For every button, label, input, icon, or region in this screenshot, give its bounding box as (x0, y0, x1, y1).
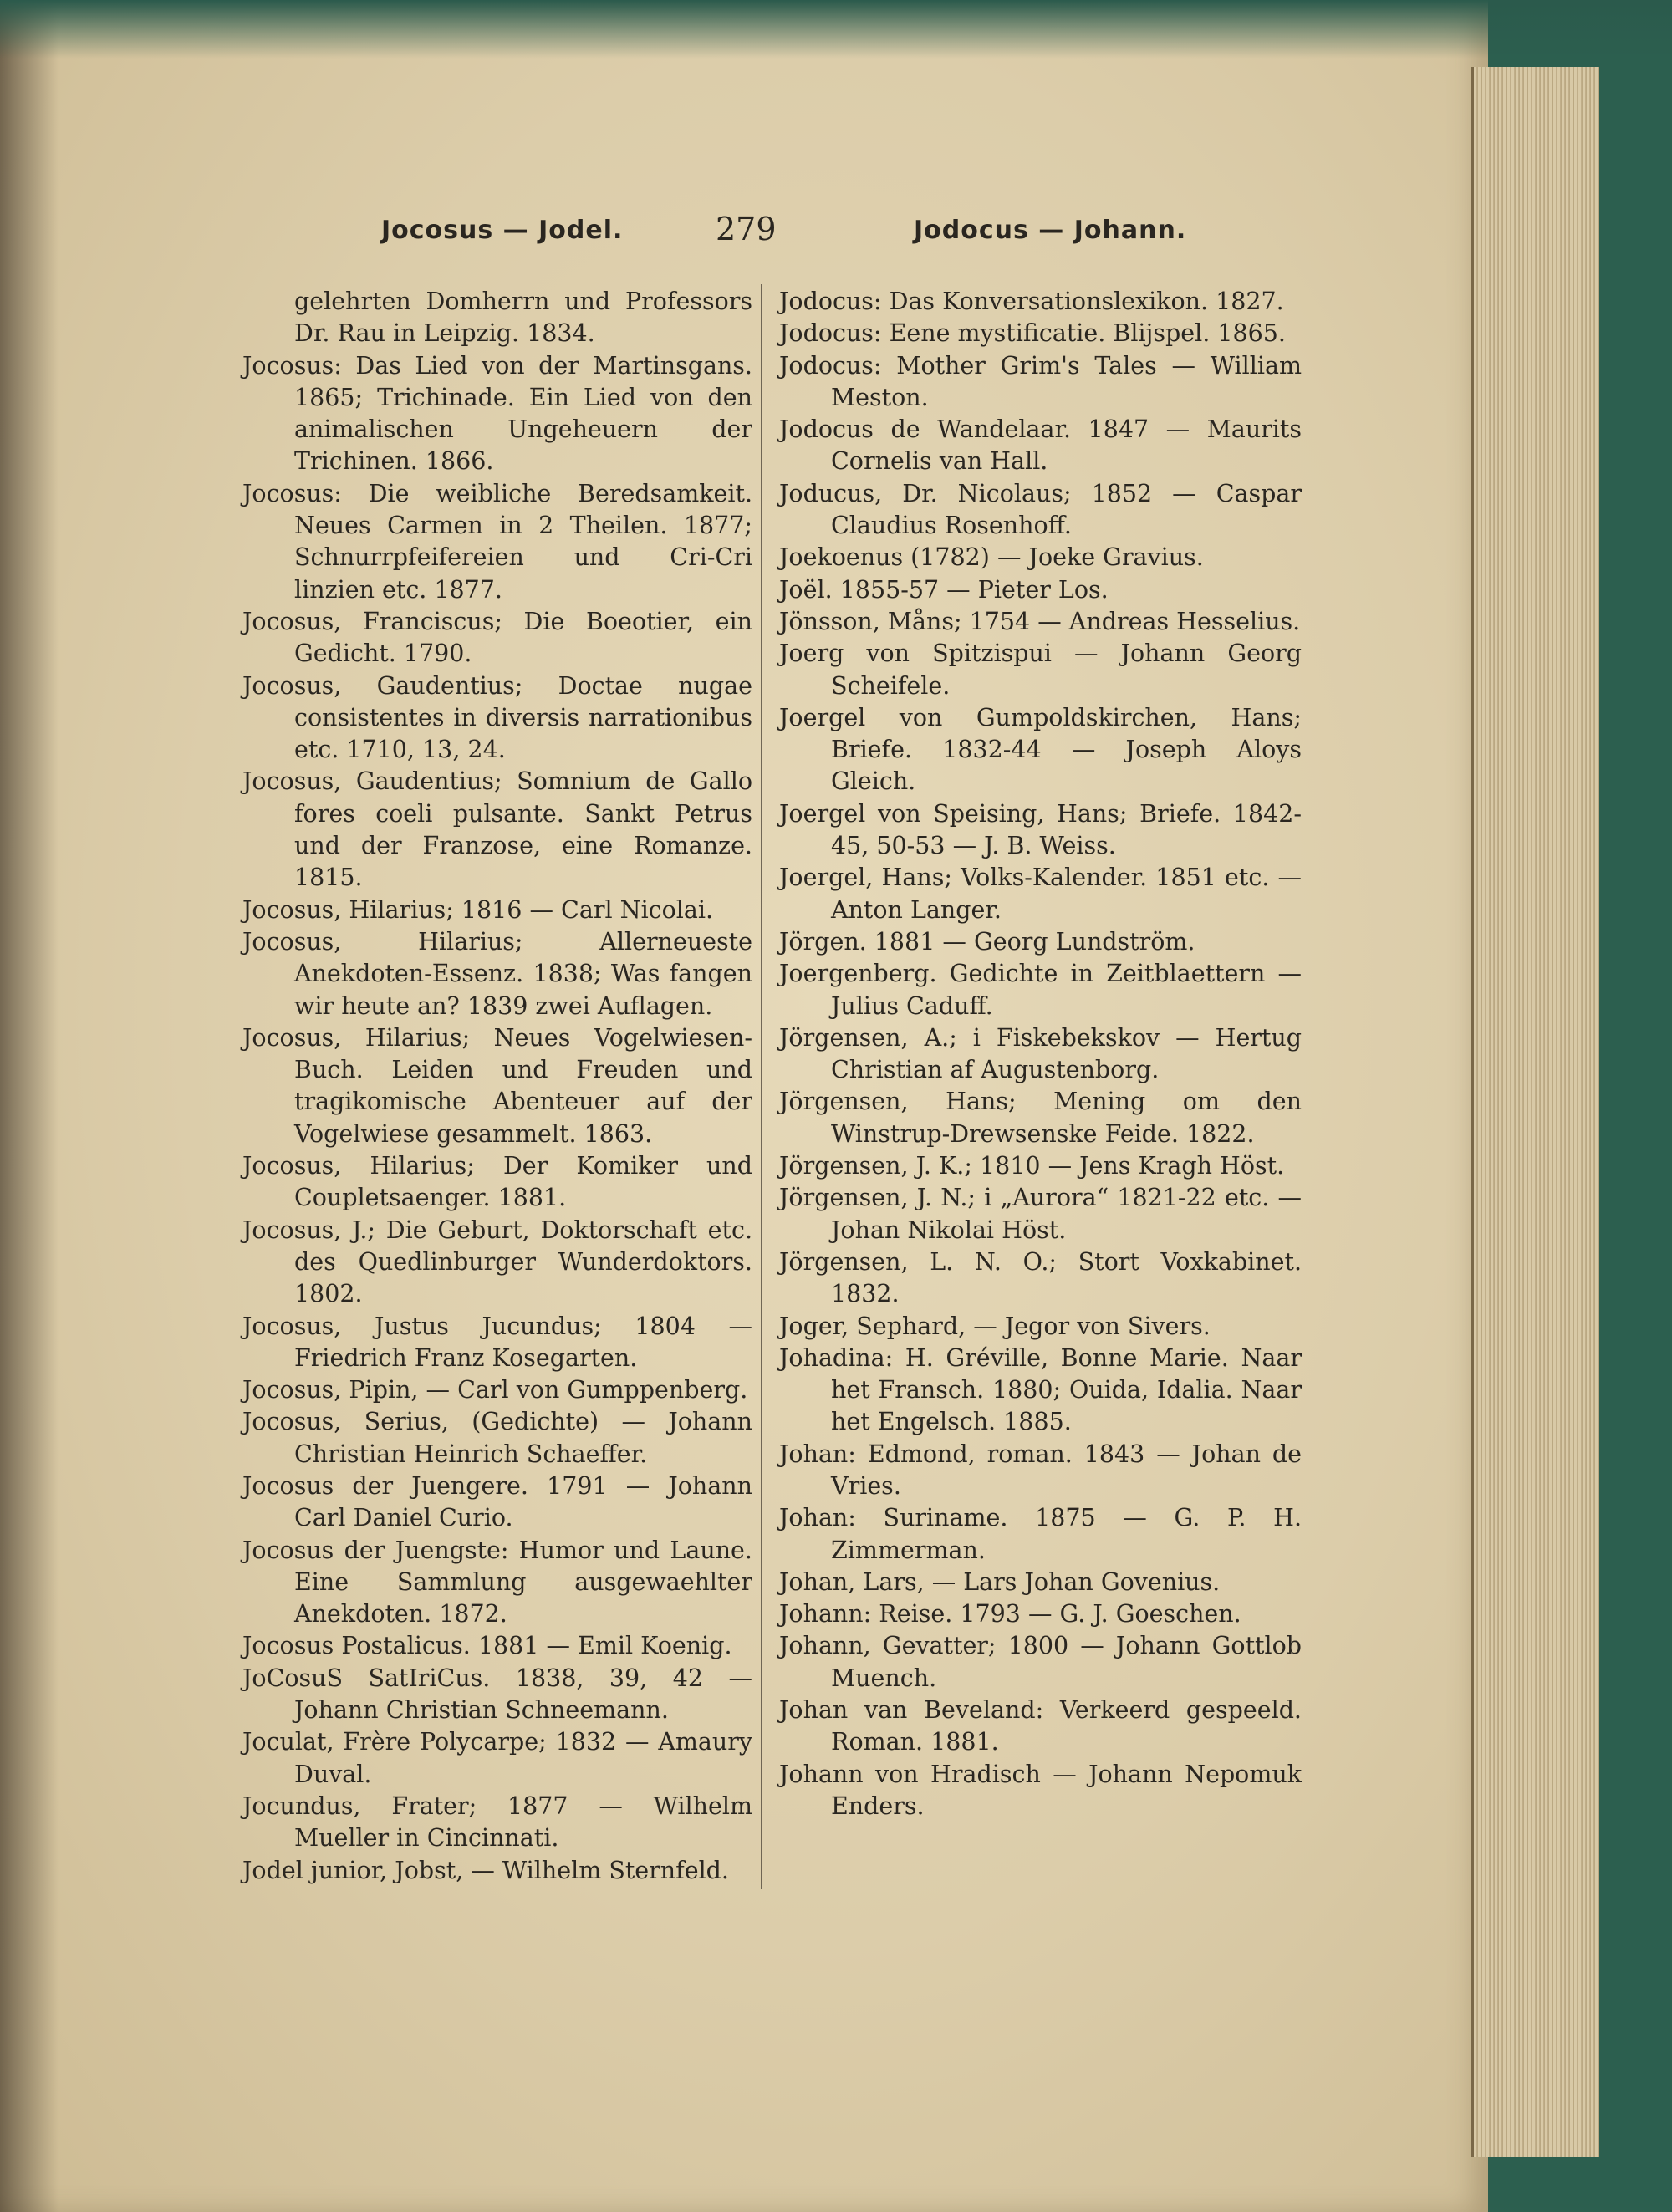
index-entry: Jocosus, Hilarius; Der Komiker und Coupletsaenger. 1881. (242, 1152, 752, 1212)
index-entry: Jörgensen, A.; i Fiskebekskov — Hertug Christian af Augustenborg. (779, 1023, 1302, 1084)
index-entry: Jocosus: Das Lied von der Martinsgans. 1865; Trichinade. Ein Lied von den animalischen Ungeheuern der Trichinen. 1866. (242, 351, 752, 476)
index-entry: Johann, Gevatter; 1800 — Johann Gottlob Muench. (779, 1632, 1302, 1692)
index-entry: Joergel, Hans; Volks-Kalender. 1851 etc. — Anton Langer. (779, 864, 1302, 924)
right-column (779, 286, 1302, 1822)
index-entry: Johan van Beveland: Verkeerd gespeeld. Roman. 1881. (779, 1696, 1302, 1756)
index-entry: Jocosus, Hilarius; Allerneueste Anekdoten-Essenz. 1838; Was fangen wir heute an? 1839 zwei Auflagen. (242, 927, 752, 1020)
running-header-right: Jodocus — Johann. (914, 216, 1187, 245)
index-entry: Johan, Lars, — Lars Johan Govenius. (779, 1567, 1221, 1596)
index-entry: Jocosus, Serius, (Gedichte) — Johann Christian Heinrich Schaeffer. (242, 1408, 752, 1468)
index-entry: Jörgensen, J. N.; i „Aurora“ 1821-22 etc. — Johan Nikolai Höst. (779, 1184, 1302, 1244)
index-entry: Joekoenus (1782) — Joeke Gravius. (779, 543, 1204, 572)
page-number: 279 (716, 211, 777, 247)
index-entry: Johadina: H. Gréville, Bonne Marie. Naar het Fransch. 1880; Ouida, Idalia. Naar het Engelsch. 1885. (779, 1343, 1302, 1436)
book-cover-edge (0, 0, 1672, 59)
index-entry: Jocosus, Franciscus; Die Boeotier, ein Gedicht. 1790. (242, 607, 752, 668)
index-entry: Jocosus, Gaudentius; Somnium de Gallo fores coeli pulsante. Sankt Petrus und der Franzose, eine Romanze. 1815. (242, 767, 752, 892)
index-entry: Jocosus, Pipin, — Carl von Gumppenberg. (242, 1376, 748, 1404)
index-entry: Jörgen. 1881 — Georg Lundström. (779, 927, 1195, 956)
index-entry: Jocosus: Die weibliche Beredsamkeit. Neues Carmen in 2 Theilen. 1877; Schnurrpfeifereien und Cri-Cri linzien etc. 1877. (242, 479, 752, 604)
index-entry: Jocosus, J.; Die Geburt, Doktorschaft etc. des Quedlinburger Wunderdoktors. 1802. (242, 1216, 752, 1308)
page-edges (1471, 67, 1599, 2157)
index-entry: Jocosus, Justus Jucundus; 1804 — Friedrich Franz Kosegarten. (242, 1312, 752, 1372)
index-entry: gelehrten Domherrn und Professors Dr. Rau in Leipzig. 1834. (294, 288, 752, 348)
index-entry: Jodocus: Eene mystificatie. Blijspel. 1865. (779, 319, 1286, 348)
index-entry: Jocundus, Frater; 1877 — Wilhelm Mueller in Cincinnati. (242, 1792, 752, 1853)
index-entry: Jörgensen, J. K.; 1810 — Jens Kragh Höst. (779, 1152, 1285, 1180)
index-entry: Jörgensen, Hans; Mening om den Winstrup-Drewsenske Feide. 1822. (779, 1088, 1302, 1148)
index-entry: Jocosus der Juengere. 1791 — Johann Carl Daniel Curio. (242, 1471, 752, 1532)
index-entry: Johann: Reise. 1793 — G. J. Goeschen. (779, 1600, 1241, 1628)
index-entry: Jodocus: Das Konversationslexikon. 1827. (779, 288, 1284, 315)
index-entry: Joergel von Speising, Hans; Briefe. 1842-45, 50-53 — J. B. Weiss. (779, 799, 1302, 860)
index-entry: Jocosus, Gaudentius; Doctae nugae consistentes in diversis narrationibus etc. 1710, 13, 24. (242, 671, 752, 764)
column-divider (761, 284, 762, 1889)
index-entry: Jocosus, Hilarius; 1816 — Carl Nicolai. (242, 895, 714, 924)
index-entry: Jodel junior, Jobst, — Wilhelm Sternfeld. (242, 1856, 729, 1884)
index-entry: Joerg von Spitzispui — Johann Georg Scheifele. (779, 640, 1302, 700)
index-entry: Jodocus de Wandelaar. 1847 — Maurits Cornelis van Hall. (779, 415, 1302, 476)
index-entry: Jönsson, Måns; 1754 — Andreas Hesselius. (779, 607, 1301, 635)
index-entry: Jocosus, Hilarius; Neues Vogelwiesen-Buch. Leiden und Freuden und tragikomische Abenteuer auf der Vogelwiese gesammelt. 1863. (242, 1023, 752, 1148)
index-entry: Joël. 1855-57 — Pieter Los. (779, 575, 1109, 604)
index-entry: JoCosuS SatIriCus. 1838, 39, 42 — Johann Christian Schneemann. (242, 1664, 752, 1725)
index-entry: Jörgensen, L. N. O.; Stort Voxkabinet. 1832. (779, 1247, 1302, 1308)
gutter-shadow (0, 0, 59, 2212)
index-entry: Johan: Edmond, roman. 1843 — Johan de Vries. (779, 1440, 1302, 1500)
index-entry: Joducus, Dr. Nicolaus; 1852 — Caspar Claudius Rosenhoff. (779, 479, 1302, 540)
left-column (242, 286, 752, 1887)
index-entry: Johann von Hradisch — Johann Nepomuk Enders. (779, 1760, 1302, 1820)
index-entry: Joergenberg. Gedichte in Zeitblaettern — Julius Caduff. (779, 960, 1302, 1020)
index-entry: Johan: Suriname. 1875 — G. P. H. Zimmerman. (779, 1504, 1302, 1564)
index-entry: Joculat, Frère Polycarpe; 1832 — Amaury Duval. (242, 1728, 752, 1788)
running-header-left: Jocosus — Jodel. (381, 216, 624, 245)
index-entry: Joergel von Gumpoldskirchen, Hans; Briefe. 1832-44 — Joseph Aloys Gleich. (779, 703, 1302, 796)
index-entry: Jodocus: Mother Grim's Tales — William Meston. (779, 351, 1302, 411)
index-entry: Joger, Sephard, — Jegor von Sivers. (779, 1312, 1211, 1340)
index-entry: Jocosus der Juengste: Humor und Laune. Eine Sammlung ausgewaehlter Anekdoten. 1872. (242, 1536, 752, 1628)
index-entry: Jocosus Postalicus. 1881 — Emil Koenig. (242, 1632, 732, 1660)
